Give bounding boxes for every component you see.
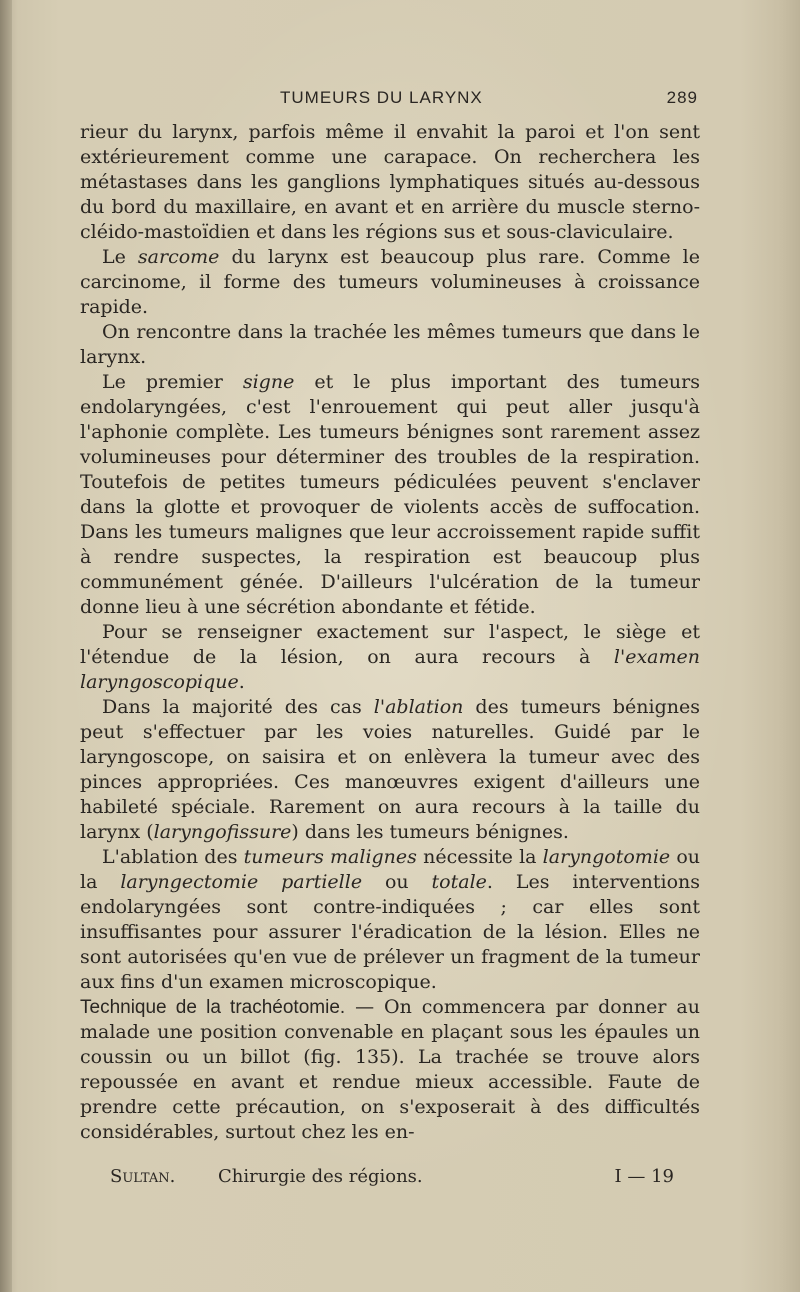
paragraph-5 bbox=[80, 620, 700, 695]
text-run: . bbox=[238, 671, 245, 693]
text-run: ou bbox=[362, 871, 432, 893]
footer-book-title: Chirurgie des régions. bbox=[218, 1166, 423, 1187]
text-run: Dans la majorité des cas bbox=[102, 696, 374, 718]
footer-signature: I — 19 bbox=[614, 1166, 674, 1187]
paragraph-3: On rencontre dans la trachée les mêmes tumeurs que dans le larynx. bbox=[80, 321, 700, 368]
text-run: L'ablation des bbox=[102, 846, 244, 868]
page-number: 289 bbox=[666, 88, 698, 107]
paragraph-4 bbox=[80, 370, 700, 620]
text-run: ) dans les tumeurs bénignes. bbox=[291, 821, 569, 843]
paragraph-8 bbox=[80, 995, 700, 1145]
book-spine-shadow bbox=[0, 0, 12, 1292]
footer-author: Sultan. bbox=[110, 1166, 176, 1187]
emphasis-sarcome: sarcome bbox=[137, 246, 220, 268]
text-run: du larynx est beaucoup plus rare. Comme le carcinome, il forme des tumeurs volumineuses à croissance rapide. bbox=[80, 246, 700, 318]
emphasis-laryngotomie: laryngotomie bbox=[542, 846, 671, 868]
text-run: — On commencera par donner au malade une position convenable en plaçant sous les épaules un coussin ou un billot (fig. 135). La trachée se trouve alors repoussée en avant et rendue mieux accessible. Faute de prendre cette précaution, on s'exposerait à des difficultés considérables, surtout chez les en- bbox=[80, 996, 700, 1143]
text-run: nécessite la bbox=[416, 846, 543, 868]
emphasis-signe: signe bbox=[242, 371, 295, 393]
text-run: Le bbox=[102, 246, 138, 268]
emphasis-laryngectomie: laryngectomie partielle bbox=[120, 871, 363, 893]
page-header bbox=[80, 88, 700, 118]
emphasis-examen: l'examen laryngoscopique bbox=[80, 646, 700, 693]
emphasis-tumeurs-malignes: tumeurs malignes bbox=[243, 846, 417, 868]
paragraph-7 bbox=[80, 845, 700, 995]
emphasis-totale: totale bbox=[431, 871, 487, 893]
page-footer bbox=[80, 1166, 700, 1192]
text-run: des tumeurs bénignes peut s'effectuer par les voies naturelles. Guidé par le laryngoscope, on saisira et on enlèvera la tumeur avec des pinces appropriées. Ces manœuvres exigent d'ailleurs une habileté spéciale. Rarement on aura recours à la taille du larynx ( bbox=[80, 696, 700, 843]
text-run: Le premier bbox=[102, 371, 243, 393]
paragraph-6 bbox=[80, 695, 700, 845]
section-heading: Technique de la trachéotomie. bbox=[80, 997, 346, 1018]
text-run: et le plus important des tumeurs endolaryngées, c'est l'enrouement qui peut aller jusqu'à l'aphonie complète. Les tumeurs bénignes sont rarement assez volumineuses pour déterminer des troubles de la respiration. Toutefois de petites tumeurs pédiculées peuvent s'enclaver dans la glotte et provoquer de violents accès de suffocation. Dans les tumeurs malignes que leur accroissement rapide suffit à rendre suspectes, la respiration est beaucoup plus communément génée. D'ailleurs l'ulcération de la tumeur donne lieu à une sécrétion abondante et fétide. bbox=[80, 371, 700, 618]
emphasis-laryngofissure: laryngofissure bbox=[153, 821, 292, 843]
body-text bbox=[80, 120, 700, 1145]
text-run: Pour se renseigner exactement sur l'aspect, le siège et l'étendue de la lésion, on aura recours à bbox=[80, 621, 700, 668]
text-run: ou la bbox=[80, 846, 701, 893]
running-title: TUMEURS DU LARYNX bbox=[280, 88, 483, 107]
emphasis-ablation: l'ablation bbox=[373, 696, 464, 718]
paragraph-2 bbox=[80, 245, 700, 320]
paragraph-1: rieur du larynx, parfois même il envahit la paroi et l'on sent extérieurement comme une carapace. On recherchera les métastases dans les ganglions lymphatiques situés au-dessous du bord du maxillaire, en avant et en arrière du muscle sterno-cléido-mastoïdien et dans les régions sus et sous-claviculaire. bbox=[80, 121, 700, 243]
text-run: . Les interventions endolaryngées sont contre-indiquées ; car elles sont insuffisantes pour assurer l'éradication de la lésion. Elles ne sont autorisées qu'en vue de prélever un fragment de la tumeur aux fins d'un examen microscopique. bbox=[80, 871, 700, 993]
